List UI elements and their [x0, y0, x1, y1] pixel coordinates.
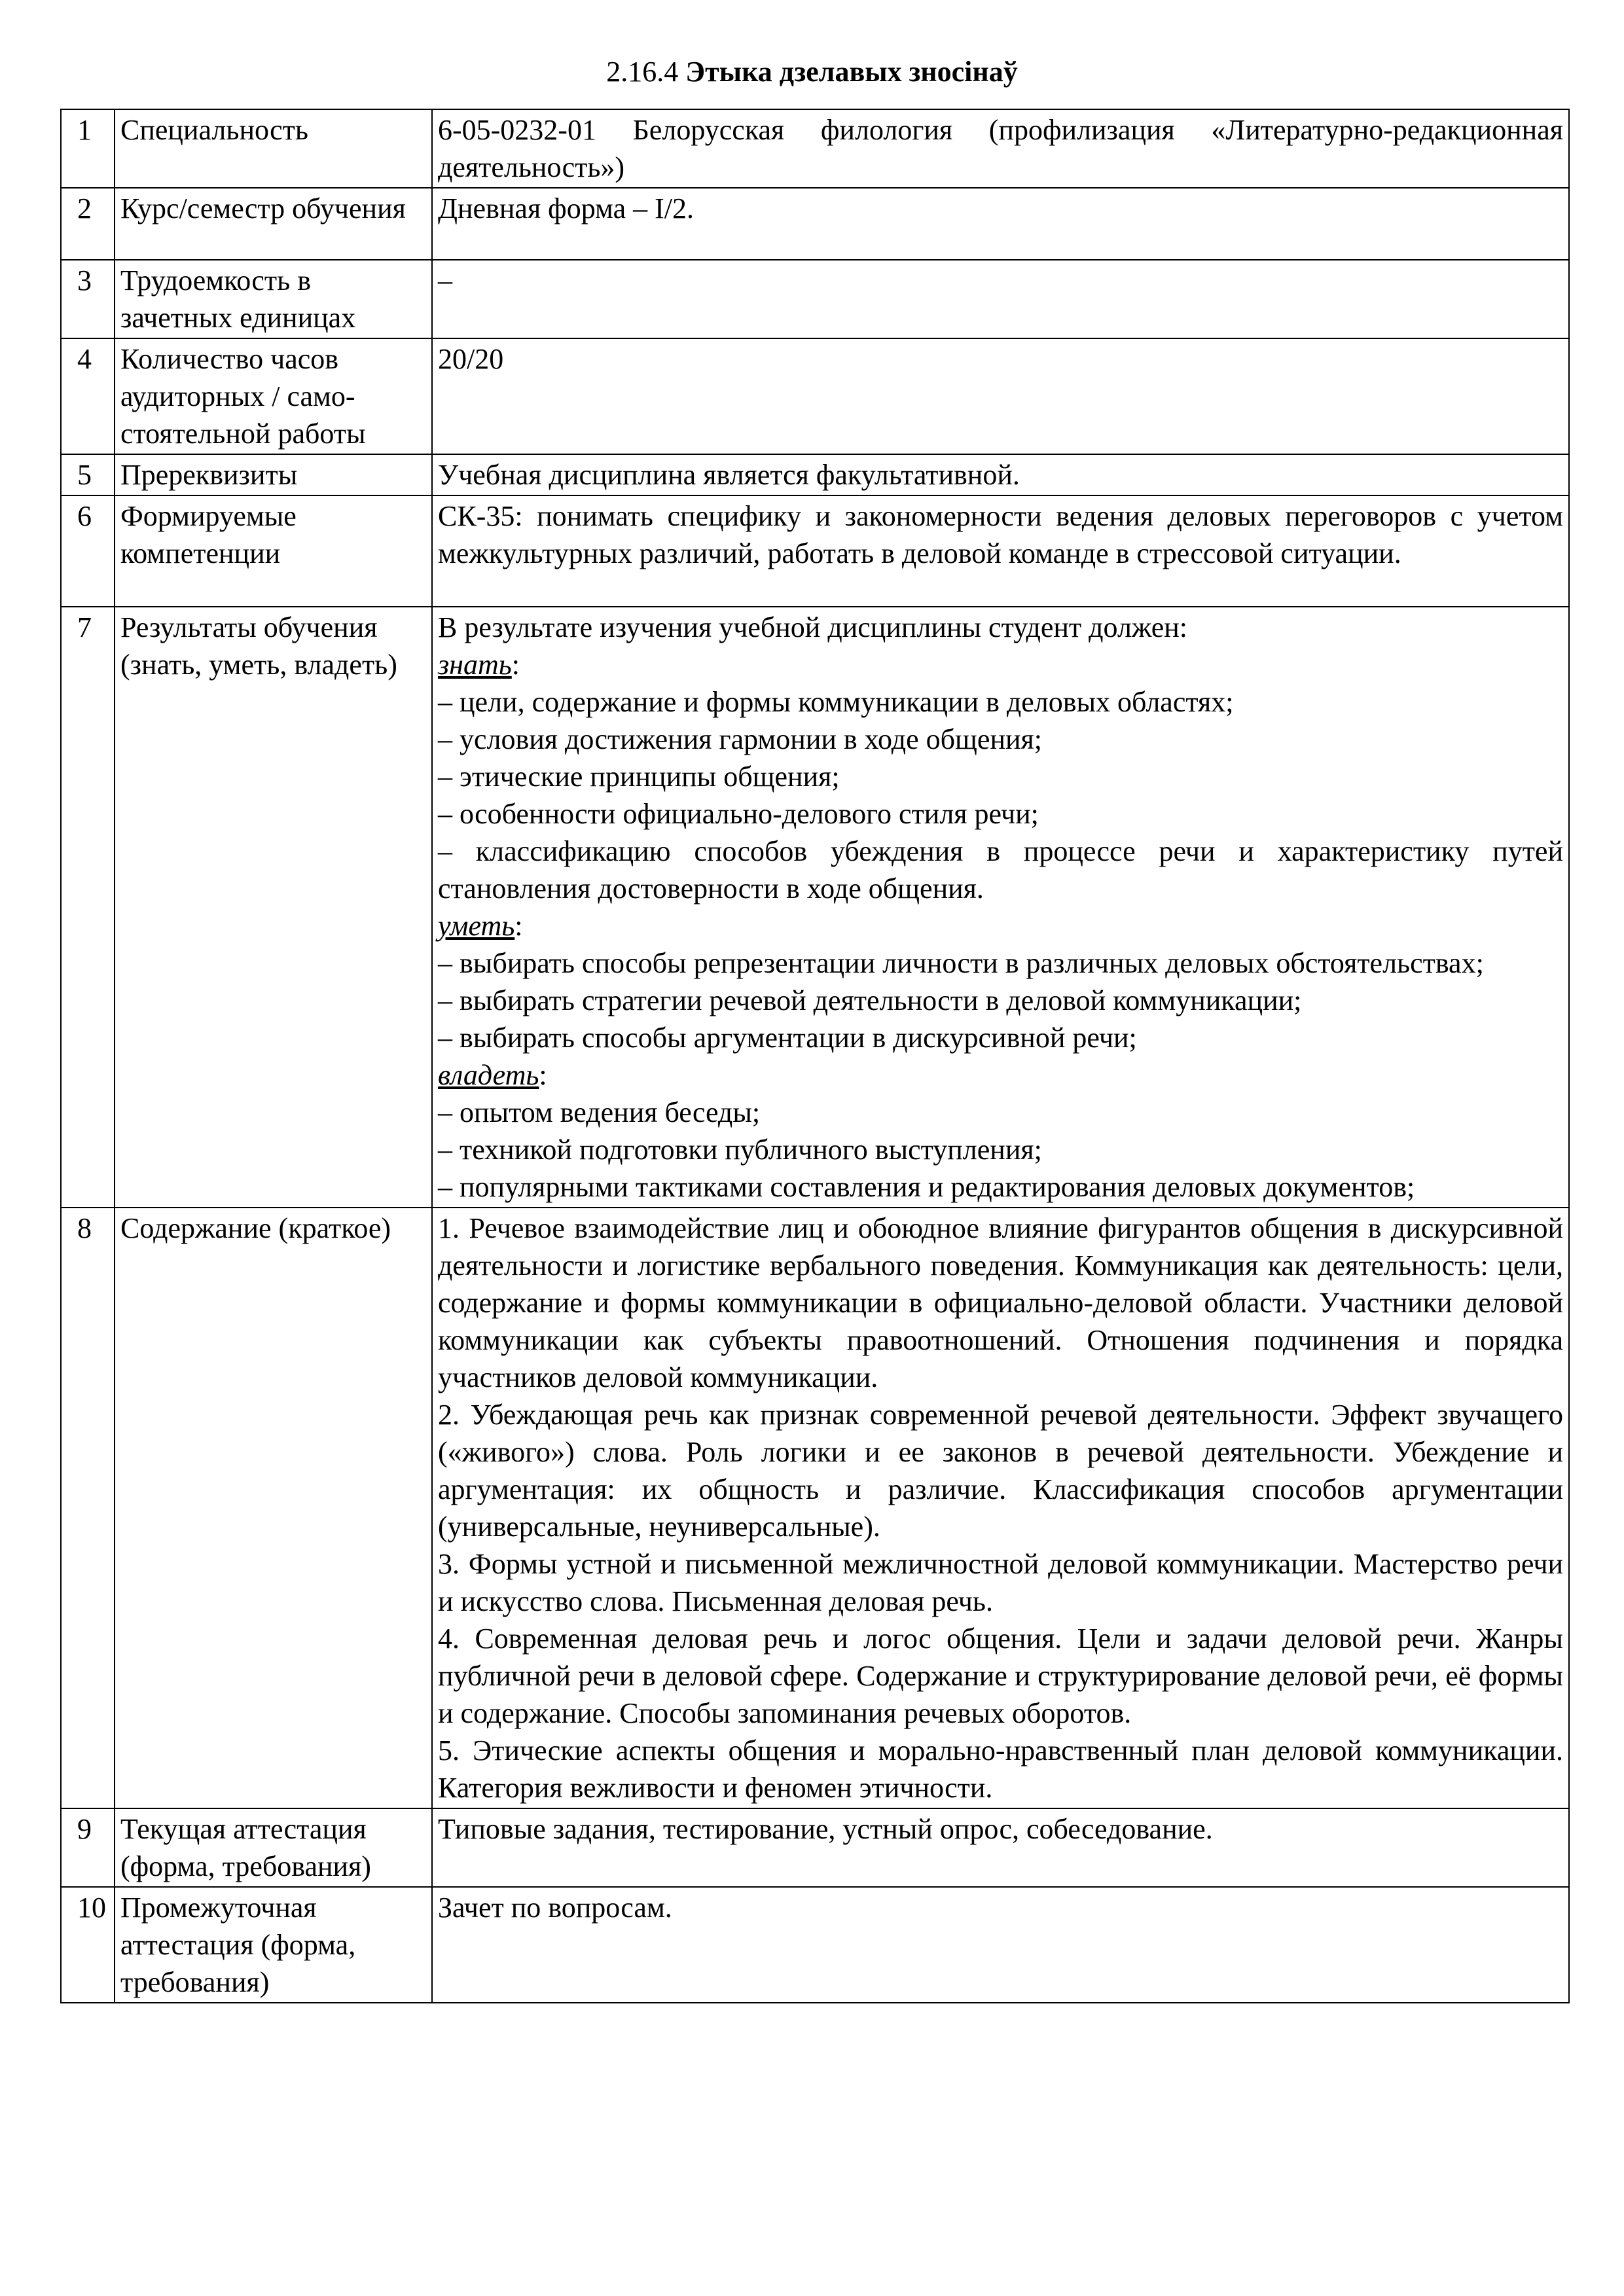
row-number: 9	[61, 1808, 115, 1887]
section-number: 2.16.4	[606, 56, 679, 88]
list-item: – классификацию способов убеждения в процессе речи и характеристику путей становления достоверности в ходе общения.	[438, 835, 1563, 905]
content-paragraph: 2. Убеждающая речь как признак современной речевой деятельности. Эффект звучащего («живого») слова. Роль логики и ее законов в речевой деятельности. Убеждение и аргументация: их общность и различие. Классификация способов аргументации (универсальные, неуниверсальные).	[438, 1399, 1563, 1543]
row-content: 6-05-0232-01 Белорусская филология (профилизация «Литературно-редакционная деятельность»)	[432, 109, 1569, 188]
row-label: Содержание (краткое)	[115, 1208, 432, 1808]
row-content	[432, 607, 1569, 1208]
can-heading: уметь:	[438, 910, 523, 942]
content-paragraph: 5. Этические аспекты общения и морально-нравственный план деловой коммуникации. Категория вежливости и феномен этичности.	[438, 1734, 1563, 1804]
row-label: Промежуточная аттестация (форма, требования)	[115, 1887, 432, 2003]
know-heading: знать:	[438, 649, 520, 681]
content-paragraph: 4. Современная деловая речь и логос общения. Цели и задачи деловой речи. Жанры публичной речи в деловой сфере. Содержание и структурирование деловой речи, её формы и содержание. Способы запоминания речевых оборотов.	[438, 1623, 1563, 1729]
content-paragraph: 1. Речевое взаимодействие лиц и обоюдное влияние фигурантов общения в дискурсивной деятельности и логистике вербального поведения. Коммуникация как деятельность: цели, содержание и формы коммуникации в официально-деловой области. Участники деловой коммуникации как субъекты правоотношений. Отношения подчинения и порядка участников деловой коммуникации.	[438, 1212, 1563, 1393]
row-number: 2	[61, 188, 115, 260]
list-item: – условия достижения гармонии в ходе общения;	[438, 723, 1043, 755]
row-number: 1	[61, 109, 115, 188]
results-intro: В результате изучения учебной дисциплины студент должен:	[438, 611, 1188, 643]
table-row	[61, 338, 1569, 454]
row-content: Дневная форма – I/2.	[432, 188, 1569, 260]
table-row	[61, 1208, 1569, 1808]
own-heading: владеть:	[438, 1059, 547, 1091]
table-row	[61, 1887, 1569, 2003]
table-row	[61, 454, 1569, 495]
section-name: Этыка дзелавых зносінаў	[685, 56, 1018, 88]
table-row	[61, 1808, 1569, 1887]
table-row	[61, 607, 1569, 1208]
row-label: Трудоемкость в зачетных единицах	[115, 260, 432, 338]
page-title	[0, 54, 1624, 90]
row-label: Пререквизиты	[115, 454, 432, 495]
row-number: 7	[61, 607, 115, 1208]
list-item: – выбирать способы аргументации в дискурсивной речи;	[438, 1022, 1137, 1054]
row-label: Курс/семестр обучения	[115, 188, 432, 260]
row-label: Специальность	[115, 109, 432, 188]
row-content: –	[432, 260, 1569, 338]
row-content: 20/20	[432, 338, 1569, 454]
list-item: – опытом ведения беседы;	[438, 1096, 761, 1128]
row-content	[432, 1208, 1569, 1808]
row-number: 4	[61, 338, 115, 454]
list-item: – особенности официально-делового стиля речи;	[438, 798, 1039, 830]
row-number: 3	[61, 260, 115, 338]
row-content: СК-35: понимать специфику и закономерности ведения деловых переговоров с учетом межкультурных различий, работать в деловой команде в стрессовой ситуации.	[432, 495, 1569, 607]
list-item: – этические принципы общения;	[438, 761, 840, 793]
row-content: Типовые задания, тестирование, устный опрос, собеседование.	[432, 1808, 1569, 1887]
row-number: 6	[61, 495, 115, 607]
table-row	[61, 260, 1569, 338]
list-item: – популярными тактиками составления и редактирования деловых документов;	[438, 1171, 1415, 1203]
row-label: Формируемые компетенции	[115, 495, 432, 607]
row-number: 8	[61, 1208, 115, 1808]
list-item: – техникой подготовки публичного выступления;	[438, 1134, 1042, 1166]
course-info-table	[60, 109, 1570, 2003]
row-label: Текущая аттестация (форма, требования)	[115, 1808, 432, 1887]
row-label: Результаты обучения (знать, уметь, владеть)	[115, 607, 432, 1208]
list-item: – цели, содержание и формы коммуникации в деловых областях;	[438, 686, 1234, 718]
row-content: Зачет по вопросам.	[432, 1887, 1569, 2003]
row-content: Учебная дисциплина является факультативной.	[432, 454, 1569, 495]
table-row	[61, 495, 1569, 607]
list-item: – выбирать стратегии речевой деятельности в деловой коммуникации;	[438, 984, 1302, 1016]
row-label: Количество часов аудиторных / само-стоятельной работы	[115, 338, 432, 454]
row-number: 10	[61, 1887, 115, 2003]
table-row	[61, 188, 1569, 260]
content-paragraph: 3. Формы устной и письменной межличностной деловой коммуникации. Мастерство речи и искусство слова. Письменная деловая речь.	[438, 1548, 1563, 1617]
list-item: – выбирать способы репрезентации личности в различных деловых обстоятельствах;	[438, 947, 1484, 979]
table-row	[61, 109, 1569, 188]
row-number: 5	[61, 454, 115, 495]
